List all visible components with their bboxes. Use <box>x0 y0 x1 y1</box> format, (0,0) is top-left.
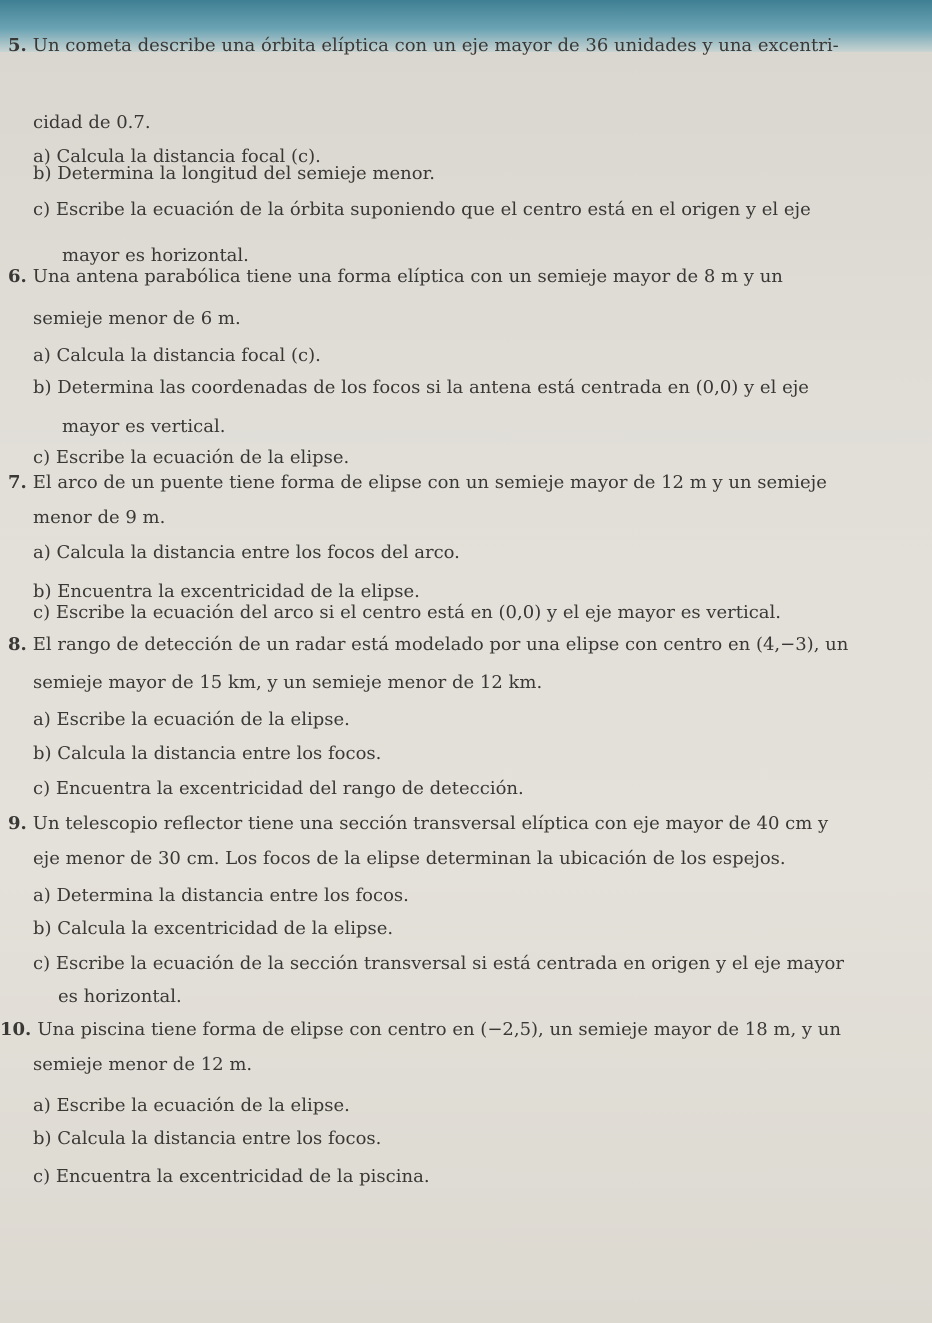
problem-6-part-b-line-1: b) Determina las coordenadas de los focos si la antena está centrada en (0,0) y el eje <box>33 377 809 398</box>
problem-5-part-c-line-1: c) Escribe la ecuación de la órbita suponiendo que el centro está en el origen y el eje <box>33 199 811 220</box>
problem-10-number: 10. <box>0 1019 32 1040</box>
problem-5-part-c-line-2: mayor es horizontal. <box>62 245 249 266</box>
problem-5-number: 5. <box>8 35 27 56</box>
problem-7-statement-line-1: 7. El arco de un puente tiene forma de elipse con un semieje mayor de 12 m y un semieje <box>8 472 827 493</box>
problem-10-part-b: b) Calcula la distancia entre los focos. <box>33 1128 382 1149</box>
problem-9-statement-line-1: 9. Un telescopio reflector tiene una sección transversal elíptica con eje mayor de 40 cm y <box>8 813 829 834</box>
problem-6-number: 6. <box>8 266 27 287</box>
problem-10-statement-line-2: semieje menor de 12 m. <box>33 1054 253 1075</box>
problem-5-statement-line-2: cidad de 0.7. <box>33 112 151 133</box>
problem-9-number: 9. <box>8 813 27 834</box>
problem-7-part-b: b) Encuentra la excentricidad de la elipse. <box>33 581 420 602</box>
problem-8-part-c: c) Encuentra la excentricidad del rango de detección. <box>33 778 524 799</box>
problem-10-part-c: c) Encuentra la excentricidad de la piscina. <box>33 1166 430 1187</box>
problem-6-statement-line-2: semieje menor de 6 m. <box>33 308 241 329</box>
problem-6-part-c: c) Escribe la ecuación de la elipse. <box>33 447 350 468</box>
problem-6-part-a: a) Calcula la distancia focal (c). <box>33 345 321 366</box>
problem-8-statement-line-2: semieje mayor de 15 km, y un semieje menor de 12 km. <box>33 672 543 693</box>
problem-9-part-b: b) Calcula la excentricidad de la elipse. <box>33 918 394 939</box>
problem-8-part-a: a) Escribe la ecuación de la elipse. <box>33 709 350 730</box>
problem-6-statement-line-1: 6. Una antena parabólica tiene una forma elíptica con un semieje mayor de 8 m y un <box>8 266 783 287</box>
problem-9-statement-line-2: eje menor de 30 cm. Los focos de la elipse determinan la ubicación de los espejos. <box>33 848 786 869</box>
problem-7-part-c: c) Escribe la ecuación del arco si el centro está en (0,0) y el eje mayor es vertical. <box>33 602 782 623</box>
problem-8-number: 8. <box>8 634 27 655</box>
problem-10-statement-line-1: 10. Una piscina tiene forma de elipse con centro en (−2,5), un semieje mayor de 18 m, y un <box>0 1019 841 1040</box>
problem-6-part-b-line-2: mayor es vertical. <box>62 416 226 437</box>
problem-9-part-a: a) Determina la distancia entre los focos. <box>33 885 409 906</box>
problem-9-part-c-line-2: es horizontal. <box>58 986 182 1007</box>
problem-10-part-a: a) Escribe la ecuación de la elipse. <box>33 1095 350 1116</box>
problem-9-part-c-line-1: c) Escribe la ecuación de la sección transversal si está centrada en origen y el eje mayor <box>33 953 844 974</box>
problem-5-part-b: b) Determina la longitud del semieje menor. <box>33 163 435 184</box>
problem-7-statement-line-2: menor de 9 m. <box>33 507 166 528</box>
problem-5-part-a: a) Calcula la distancia focal (c). <box>33 146 321 167</box>
problem-8-statement-line-1: 8. El rango de detección de un radar está modelado por una elipse con centro en (4,−3), un <box>8 634 849 655</box>
problem-8-part-b: b) Calcula la distancia entre los focos. <box>33 743 382 764</box>
problem-7-number: 7. <box>8 472 27 493</box>
problem-5-statement-line-1: 5. Un cometa describe una órbita elíptica con un eje mayor de 36 unidades y una excentri- <box>8 35 839 56</box>
problem-7-part-a: a) Calcula la distancia entre los focos del arco. <box>33 542 460 563</box>
